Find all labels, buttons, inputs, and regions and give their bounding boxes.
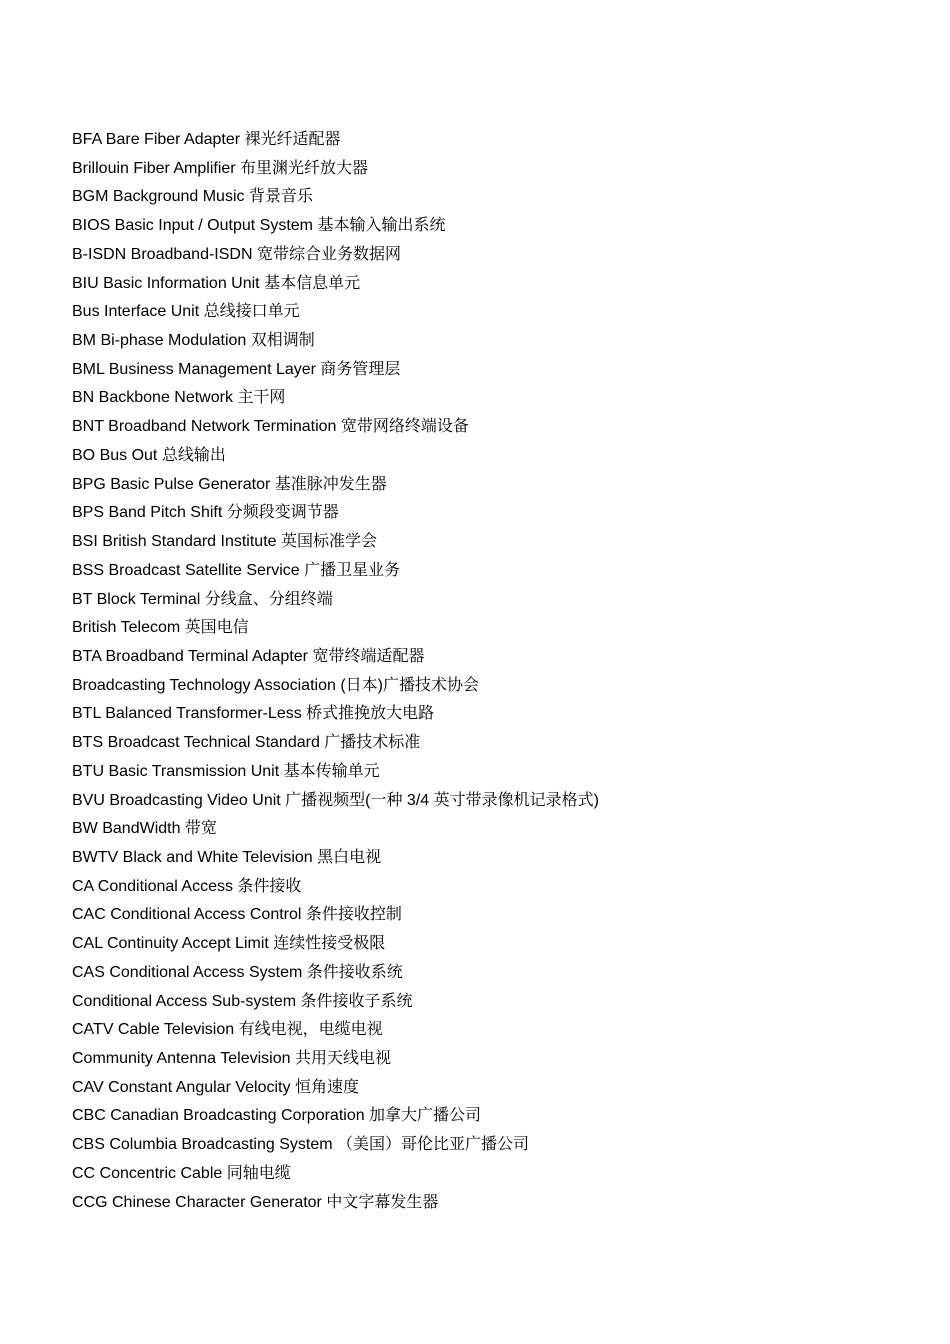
glossary-entry: BPS Band Pitch Shift 分频段变调节器	[72, 504, 339, 522]
glossary-entry: CAV Constant Angular Velocity 恒角速度	[72, 1078, 359, 1096]
glossary-entry: BTA Broadband Terminal Adapter 宽带终端适配器	[72, 647, 425, 665]
glossary-entry: Conditional Access Sub-system 条件接收子系统	[72, 992, 413, 1010]
glossary-entry: BM Bi-phase Modulation 双相调制	[72, 332, 315, 350]
glossary-entry: CC Concentric Cable 同轴电缆	[72, 1164, 291, 1182]
glossary-entry: BSI British Standard Institute 英国标准学会	[72, 533, 377, 551]
glossary-entry: Bus Interface Unit 总线接口单元	[72, 303, 300, 321]
glossary-entry: Broadcasting Technology Association (日本)广播技术协会	[72, 676, 479, 694]
glossary-entry: BT Block Terminal 分线盒、分组终端	[72, 590, 333, 608]
glossary-entry: BTL Balanced Transformer-Less 桥式推挽放大电路	[72, 705, 435, 723]
glossary-entry: Community Antenna Television 共用天线电视	[72, 1050, 391, 1067]
glossary-entry: BNT Broadband Network Termination 宽带网络终端设备	[72, 418, 469, 436]
glossary-entry: CBS Columbia Broadcasting System （美国）哥伦比亚广播公司	[72, 1136, 530, 1154]
glossary-entry: BFA Bare Fiber Adapter 裸光纤适配器	[72, 131, 341, 148]
glossary-entry: BIU Basic Information Unit 基本信息单元	[72, 274, 361, 292]
glossary-entry: BSS Broadcast Satellite Service 广播卫星业务	[72, 561, 401, 579]
glossary-entry: CBC Canadian Broadcasting Corporation 加拿大广播公司	[72, 1107, 482, 1125]
glossary-entry: BGM Background Music 背景音乐	[72, 188, 313, 206]
glossary-entry: BVU Broadcasting Video Unit 广播视频型(一种 3/4 英寸带录像机记录格式)	[72, 791, 599, 809]
glossary-entry: CAL Continuity Accept Limit 连续性接受极限	[72, 935, 386, 953]
glossary-entry: BTS Broadcast Technical Standard 广播技术标准	[72, 734, 421, 752]
glossary-entry: BO Bus Out 总线输出	[72, 446, 226, 464]
glossary-entry: CA Conditional Access 条件接收	[72, 877, 302, 895]
glossary-entry: BW BandWidth 带宽	[72, 820, 217, 838]
glossary-list	[72, 126, 912, 1217]
glossary-entry: BPG Basic Pulse Generator 基准脉冲发生器	[72, 475, 387, 493]
glossary-entry: CAS Conditional Access System 条件接收系统	[72, 963, 403, 981]
glossary-entry: BTU Basic Transmission Unit 基本传输单元	[72, 762, 380, 780]
glossary-entry: BWTV Black and White Television 黑白电视	[72, 848, 382, 866]
glossary-entry: British Telecom 英国电信	[72, 619, 249, 637]
glossary-entry: CAC Conditional Access Control 条件接收控制	[72, 906, 402, 924]
glossary-entry: CCG Chinese Character Generator 中文字幕发生器	[72, 1193, 439, 1211]
glossary-entry: Brillouin Fiber Amplifier 布里渊光纤放大器	[72, 159, 369, 177]
glossary-entry: CATV Cable Television 有线电视，电缆电视	[72, 1021, 383, 1039]
glossary-entry: BML Business Management Layer 商务管理层	[72, 360, 401, 378]
glossary-entry: BIOS Basic Input / Output System 基本输入输出系统	[72, 217, 446, 235]
glossary-entry: B-ISDN Broadband-ISDN 宽带综合业务数据网	[72, 245, 401, 263]
glossary-entry: BN Backbone Network 主干网	[72, 389, 286, 407]
